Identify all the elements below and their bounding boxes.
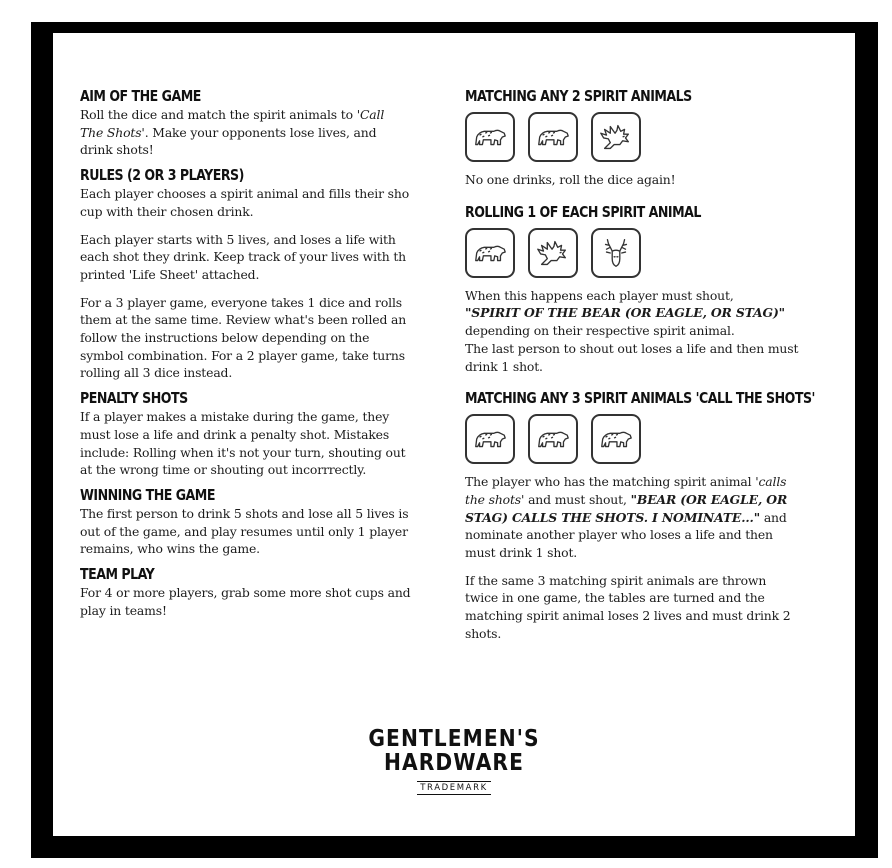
any3-dice xyxy=(465,414,837,464)
bear-icon xyxy=(591,414,641,464)
aim-line: The Shots'. Make your opponents lose lives, and xyxy=(80,124,377,140)
logo-line2: HARDWARE xyxy=(384,750,524,776)
any3-line: must drink 1 shot. xyxy=(465,545,578,561)
aim-line: drink shots! xyxy=(80,142,154,158)
each-line: drink 1 shot. xyxy=(465,358,543,374)
any3-line: the shots' and must shout, "BEAR (OR EAGLE, OR xyxy=(465,491,788,507)
winning-heading: WINNING THE GAME xyxy=(80,485,215,504)
any3-line: If the same 3 matching spirit animals are thrown xyxy=(465,572,767,588)
aim-heading: AIM OF THE GAME xyxy=(80,87,201,105)
right-column xyxy=(465,87,837,643)
any2-text: No one drinks, roll the dice again! xyxy=(465,172,676,187)
team-line: For 4 or more players, grab some more shot cups and xyxy=(80,585,411,601)
any3-heading: MATCHING ANY 3 SPIRIT ANIMALS 'CALL THE SHOTS' xyxy=(465,389,815,408)
rules-line: cup with their chosen drink. xyxy=(80,203,254,219)
rules-line: For a 3 player game, everyone takes 1 dice and rolls xyxy=(80,294,402,310)
team-line: play in teams! xyxy=(80,602,167,618)
rules-line: Each player chooses a spirit animal and fills their sho xyxy=(80,186,410,202)
eagle-icon xyxy=(591,112,641,162)
any2-dice xyxy=(465,112,837,162)
bear-icon xyxy=(465,112,515,162)
each-line: When this happens each player must shout, xyxy=(465,287,734,303)
each-shout: "SPIRIT OF THE BEAR (OR EAGLE, OR STAG)" xyxy=(465,305,785,321)
rules-line: each shot they drink. Keep track of your lives with th xyxy=(80,249,407,265)
rules-line: Each player starts with 5 lives, and loses a life with xyxy=(80,231,396,247)
penalty-line: at the wrong time or shouting out incorrrectly. xyxy=(80,462,367,478)
stag-icon xyxy=(591,228,641,278)
rules-line: rolling all 3 dice instead. xyxy=(80,365,233,381)
rules-line: them at the same time. Review what's been rolled an xyxy=(80,312,407,328)
rules-sheet xyxy=(53,33,855,836)
left-column xyxy=(80,87,456,619)
bear-icon xyxy=(465,228,515,278)
bear-icon xyxy=(528,112,578,162)
penalty-line: If a player makes a mistake during the game, they xyxy=(80,409,390,425)
penalty-line: must lose a life and drink a penalty shot. Mistakes xyxy=(80,426,390,442)
rules-line: printed 'Life Sheet' attached. xyxy=(80,266,260,282)
penalty-heading: PENALTY SHOTS xyxy=(80,389,188,408)
any3-line: shots. xyxy=(465,625,502,641)
any2-heading: MATCHING ANY 2 SPIRIT ANIMALS xyxy=(465,87,692,105)
each-line: The last person to shout out loses a life and then must xyxy=(465,340,799,356)
winning-line: out of the game, and play resumes until only 1 player xyxy=(80,523,408,539)
rules-line: symbol combination. For a 2 player game, take turns xyxy=(80,347,405,363)
team-heading: TEAM PLAY xyxy=(80,565,155,584)
each-dice xyxy=(465,228,837,278)
any3-line: matching spirit animal loses 2 lives and must drink 2 xyxy=(465,608,791,624)
each-line: depending on their respective spirit animal. xyxy=(465,323,735,339)
any3-line: nominate another player who loses a life and then xyxy=(465,527,773,543)
eagle-icon xyxy=(528,228,578,278)
bear-icon xyxy=(528,414,578,464)
logo-line1: GENTLEMEN'S xyxy=(368,726,540,752)
brand-logo xyxy=(53,727,855,795)
any3-line: twice in one game, the tables are turned and the xyxy=(465,590,765,606)
rules-line: follow the instructions below depending on the xyxy=(80,330,370,346)
winning-line: remains, who wins the game. xyxy=(80,541,260,557)
each-heading: ROLLING 1 OF EACH SPIRIT ANIMAL xyxy=(465,202,701,221)
aim-line: Roll the dice and match the spirit animals to 'Call xyxy=(80,107,385,122)
logo-trademark: TRADEMARK xyxy=(417,781,491,795)
any3-line: STAG) CALLS THE SHOTS. I NOMINATE..." and xyxy=(465,509,787,525)
penalty-line: include: Rolling when it's not your turn, shouting out xyxy=(80,444,406,460)
bear-icon xyxy=(465,414,515,464)
any3-line: The player who has the matching spirit animal 'calls xyxy=(465,474,787,490)
winning-line: The first person to drink 5 shots and lose all 5 lives is xyxy=(80,505,409,521)
rules-heading: RULES (2 OR 3 PLAYERS) xyxy=(80,166,244,185)
